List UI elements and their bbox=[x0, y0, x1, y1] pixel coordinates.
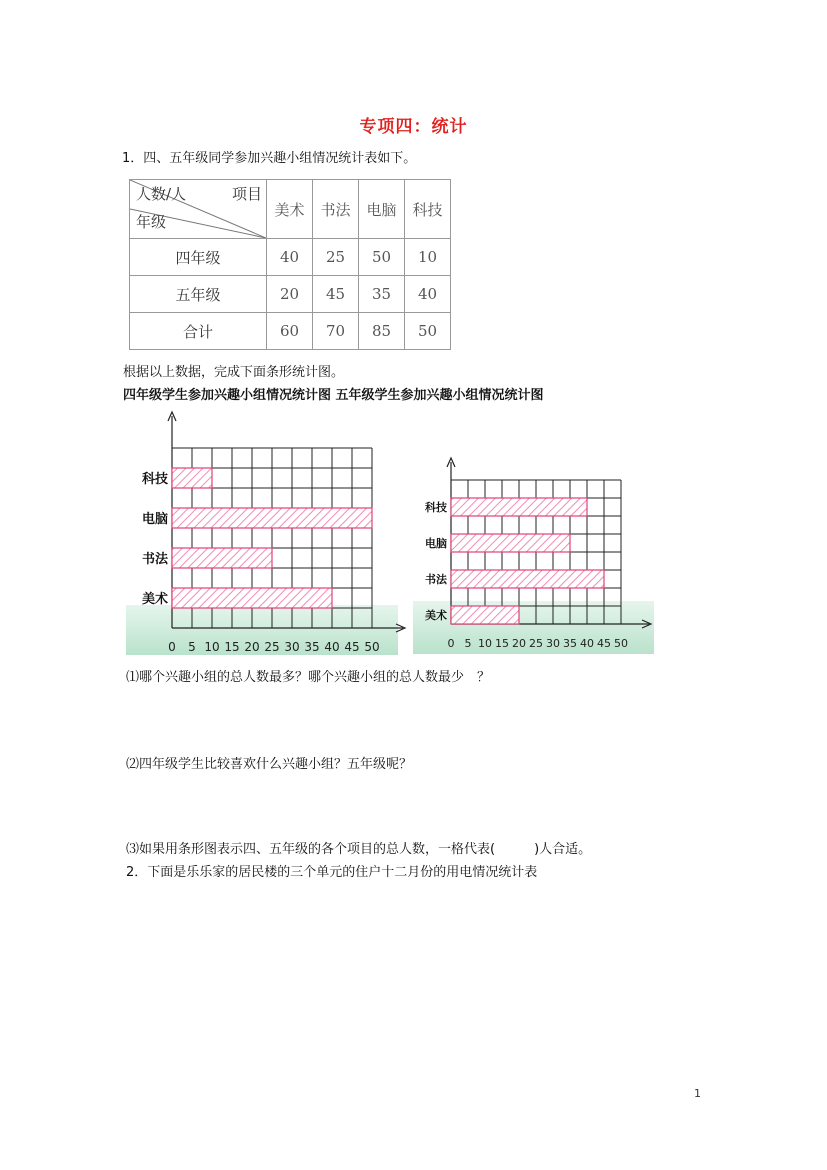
grade-5-bar-chart bbox=[413, 458, 654, 654]
tick-label: 45 bbox=[344, 640, 360, 654]
tick-label: 50 bbox=[614, 637, 628, 650]
table-cell: 10 bbox=[405, 239, 451, 276]
row-label: 五年级 bbox=[130, 276, 267, 313]
page-title: 专项四：统计 bbox=[359, 117, 468, 137]
category-label: 书法 bbox=[141, 551, 168, 567]
bar bbox=[172, 508, 372, 528]
category-label: 电脑 bbox=[141, 511, 168, 527]
table-cell: 20 bbox=[267, 276, 313, 313]
column-header: 电脑 bbox=[359, 180, 405, 239]
tick-label: 15 bbox=[224, 640, 240, 654]
tick-label: 5 bbox=[464, 637, 472, 650]
bar bbox=[451, 570, 604, 588]
tick-label: 25 bbox=[264, 640, 280, 654]
corner-label-count: 人数/人 bbox=[136, 185, 187, 203]
bar bbox=[172, 548, 272, 568]
table-cell: 60 bbox=[267, 313, 313, 350]
tick-label: 0 bbox=[168, 640, 176, 654]
table-cell: 85 bbox=[359, 313, 405, 350]
row-label: 四年级 bbox=[130, 239, 267, 276]
table-cell: 40 bbox=[405, 276, 451, 313]
category-label: 电脑 bbox=[425, 537, 447, 551]
tick-label: 10 bbox=[204, 640, 220, 654]
corner-label-item: 项目 bbox=[231, 185, 262, 203]
tick-label: 10 bbox=[478, 637, 492, 650]
table-cell: 45 bbox=[313, 276, 359, 313]
category-label: 美术 bbox=[141, 591, 168, 607]
tick-label: 5 bbox=[188, 640, 196, 654]
bar bbox=[451, 534, 570, 552]
question-2-intro: 2．下面是乐乐家的居民楼的三个单元的住户十二月份的用电情况统计表 bbox=[126, 865, 538, 880]
corner-label-grade: 年级 bbox=[136, 213, 167, 231]
tick-label: 45 bbox=[597, 637, 611, 650]
bar bbox=[172, 468, 212, 488]
row-label: 合计 bbox=[130, 313, 267, 350]
tick-label: 30 bbox=[284, 640, 300, 654]
bar bbox=[172, 588, 332, 608]
tick-label: 15 bbox=[495, 637, 509, 650]
table-cell: 70 bbox=[313, 313, 359, 350]
table-cell: 50 bbox=[359, 239, 405, 276]
tick-label: 20 bbox=[512, 637, 526, 650]
tick-label: 30 bbox=[546, 637, 560, 650]
category-label: 科技 bbox=[425, 501, 447, 515]
bar bbox=[451, 606, 519, 624]
column-header: 书法 bbox=[313, 180, 359, 239]
question-1-intro: 1．四、五年级同学参加兴趣小组情况统计表如下。 bbox=[122, 151, 417, 166]
tick-label: 35 bbox=[304, 640, 320, 654]
tick-label: 0 bbox=[447, 637, 455, 650]
column-header: 科技 bbox=[405, 180, 451, 239]
chart-instruction: 根据以上数据，完成下面条形统计图。 bbox=[123, 365, 345, 380]
bar bbox=[451, 498, 587, 516]
page-number: 1 bbox=[694, 1087, 701, 1100]
tick-label: 40 bbox=[580, 637, 594, 650]
column-header: 美术 bbox=[267, 180, 313, 239]
sub-question-3: ⑶如果用条形图表示四、五年级的各个项目的总人数，一格代表( )人合适。 bbox=[126, 842, 592, 857]
table-cell: 50 bbox=[405, 313, 451, 350]
chart-titles: 四年级学生参加兴趣小组情况统计图 五年级学生参加兴趣小组情况统计图 bbox=[123, 388, 544, 403]
sub-question-2: ⑵四年级学生比较喜欢什么兴趣小组？五年级呢？ bbox=[126, 757, 413, 772]
tick-label: 40 bbox=[324, 640, 340, 654]
category-label: 书法 bbox=[425, 573, 447, 587]
table-cell: 35 bbox=[359, 276, 405, 313]
table-cell: 40 bbox=[267, 239, 313, 276]
sub-question-1: ⑴哪个兴趣小组的总人数最多？哪个兴趣小组的总人数最少 ？ bbox=[126, 670, 491, 685]
category-label: 科技 bbox=[141, 471, 168, 487]
tick-label: 35 bbox=[563, 637, 577, 650]
tick-label: 50 bbox=[364, 640, 380, 654]
tick-label: 25 bbox=[529, 637, 543, 650]
category-label: 美术 bbox=[425, 609, 447, 623]
tick-label: 20 bbox=[244, 640, 260, 654]
grade-4-bar-chart bbox=[126, 412, 405, 655]
table-cell: 25 bbox=[313, 239, 359, 276]
